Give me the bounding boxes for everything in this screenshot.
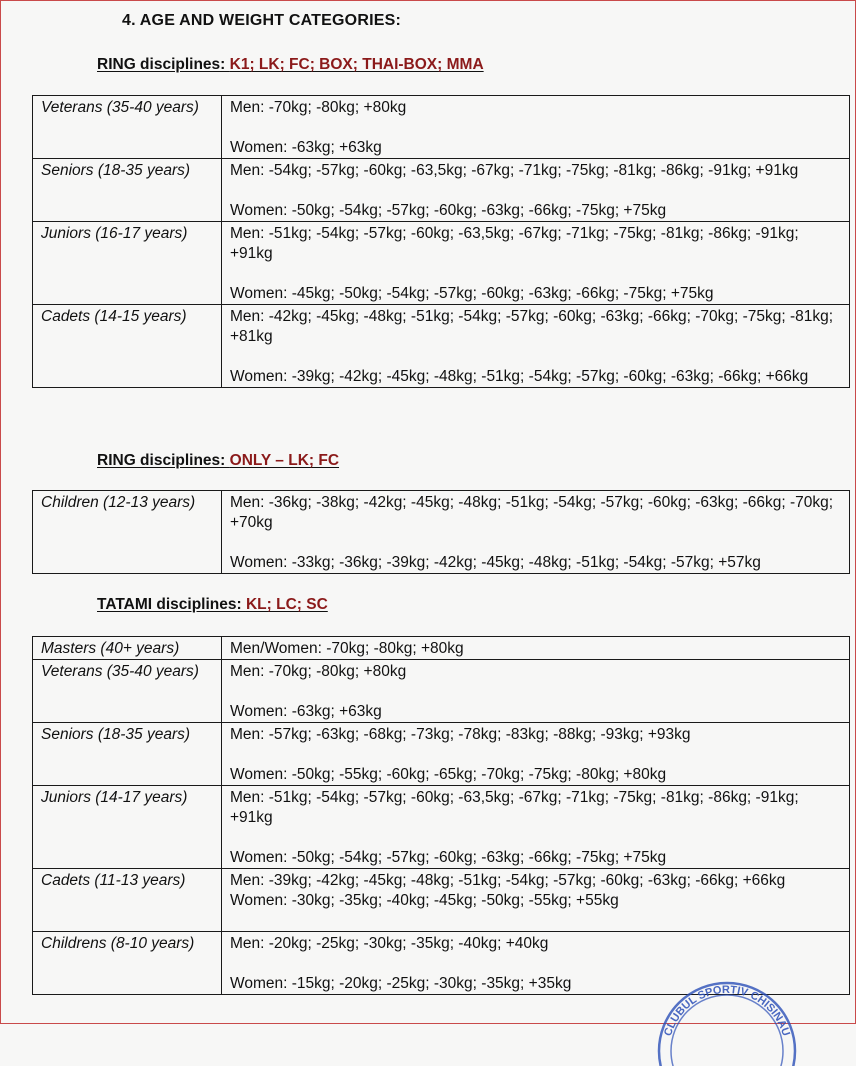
table-row: [33, 96, 850, 159]
ring-only-disciplines-title: [97, 452, 339, 470]
women-weights: Women: -50kg; -54kg; -57kg; -60kg; -63kg; -66kg; -75kg; +75kg: [230, 202, 667, 219]
age-category: Seniors (18-35 years): [33, 159, 222, 222]
tatami-weight-table: [32, 636, 850, 995]
weight-cell: [222, 159, 850, 222]
weight-cell: [222, 491, 850, 574]
stamp-text: CLUBUL SPORTIV CHISINAU: [662, 983, 792, 1038]
table-row: [33, 222, 850, 305]
section-heading: 4. AGE AND WEIGHT CATEGORIES:: [122, 12, 401, 29]
age-category: Childrens (8-10 years): [33, 932, 222, 995]
weight-cell: [222, 305, 850, 388]
age-category: Children (12-13 years): [33, 491, 222, 574]
ring-disciplines-list: K1; LK; FC; BOX; THAI-BOX; MMA: [229, 56, 484, 73]
men-weights: Men: -20kg; -25kg; -30kg; -35kg; -40kg; +40kg: [230, 935, 549, 952]
age-category: Juniors (14-17 years): [33, 786, 222, 869]
men-weights: Men: -54kg; -57kg; -60kg; -63,5kg; -67kg; -71kg; -75kg; -81kg; -86kg; -91kg; +91kg: [230, 162, 799, 179]
table-row: [33, 491, 850, 574]
combined-weights: Men: -39kg; -42kg; -45kg; -48kg; -51kg; -54kg; -57kg; -60kg; -63kg; -66kg; +66kg Women: -30kg; -35kg; -40kg; -45kg; -50kg; -55kg; +55kg: [230, 872, 786, 909]
tatami-disciplines-title: [97, 596, 328, 614]
men-weights: Men: -70kg; -80kg; +80kg: [230, 99, 407, 116]
age-category: Juniors (16-17 years): [33, 222, 222, 305]
age-category: Veterans (35-40 years): [33, 96, 222, 159]
table-row: [33, 723, 850, 786]
women-weights: Women: -50kg; -54kg; -57kg; -60kg; -63kg; -66kg; -75kg; +75kg: [230, 849, 667, 866]
table-row: [33, 159, 850, 222]
table-row: [33, 660, 850, 723]
weight-cell: [222, 637, 850, 660]
table-row: [33, 869, 850, 932]
women-weights: Women: -15kg; -20kg; -25kg; -30kg; -35kg; +35kg: [230, 975, 572, 992]
weight-cell: [222, 723, 850, 786]
age-category: Veterans (35-40 years): [33, 660, 222, 723]
men-weights: Men: -57kg; -63kg; -68kg; -73kg; -78kg; -83kg; -88kg; -93kg; +93kg: [230, 726, 691, 743]
weight-cell: [222, 222, 850, 305]
ring-label: RING disciplines:: [97, 56, 230, 73]
ring-only-label: RING disciplines:: [97, 452, 230, 469]
men-weights: Men: -42kg; -45kg; -48kg; -51kg; -54kg; -57kg; -60kg; -63kg; -66kg; -70kg; -75kg; -81kg; +81kg: [230, 308, 834, 345]
age-category: Seniors (18-35 years): [33, 723, 222, 786]
age-category: Cadets (11-13 years): [33, 869, 222, 932]
men-weights: Men: -70kg; -80kg; +80kg: [230, 663, 407, 680]
age-category: Cadets (14-15 years): [33, 305, 222, 388]
men-weights: Men: -51kg; -54kg; -57kg; -60kg; -63,5kg; -67kg; -71kg; -75kg; -81kg; -86kg; -91kg; +91kg: [230, 789, 799, 826]
women-weights: Women: -50kg; -55kg; -60kg; -65kg; -70kg; -75kg; -80kg; +80kg: [230, 766, 667, 783]
table-row: [33, 305, 850, 388]
men-weights: Men: -36kg; -38kg; -42kg; -45kg; -48kg; -51kg; -54kg; -57kg; -60kg; -63kg; -66kg; -70kg; +70kg: [230, 494, 834, 531]
women-weights: Women: -45kg; -50kg; -54kg; -57kg; -60kg; -63kg; -66kg; -75kg; +75kg: [230, 285, 714, 302]
women-weights: Women: -63kg; +63kg: [230, 139, 382, 156]
tatami-label: TATAMI disciplines:: [97, 596, 246, 613]
ring-weight-table: [32, 95, 850, 388]
ring-disciplines-title: [97, 56, 484, 74]
tatami-disciplines-list: KL; LC; SC: [245, 596, 328, 613]
ring-only-disciplines-list: ONLY – LK; FC: [229, 452, 340, 469]
weight-cell: [222, 869, 850, 932]
women-weights: Women: -39kg; -42kg; -45kg; -48kg; -51kg; -54kg; -57kg; -60kg; -63kg; -66kg; +66kg: [230, 368, 809, 385]
weight-cell: [222, 96, 850, 159]
women-weights: Women: -33kg; -36kg; -39kg; -42kg; -45kg; -48kg; -51kg; -54kg; -57kg; +57kg: [230, 554, 761, 571]
children-weight-table: [32, 490, 850, 574]
weight-cell: [222, 660, 850, 723]
table-row: [33, 786, 850, 869]
men-weights: Men: -51kg; -54kg; -57kg; -60kg; -63,5kg; -67kg; -71kg; -75kg; -81kg; -86kg; -91kg; +91kg: [230, 225, 799, 262]
combined-weights: Men/Women: -70kg; -80kg; +80kg: [230, 640, 464, 657]
weight-cell: [222, 786, 850, 869]
women-weights: Women: -63kg; +63kg: [230, 703, 382, 720]
table-row: [33, 637, 850, 660]
club-stamp: [652, 976, 802, 1066]
age-category: Masters (40+ years): [33, 637, 222, 660]
